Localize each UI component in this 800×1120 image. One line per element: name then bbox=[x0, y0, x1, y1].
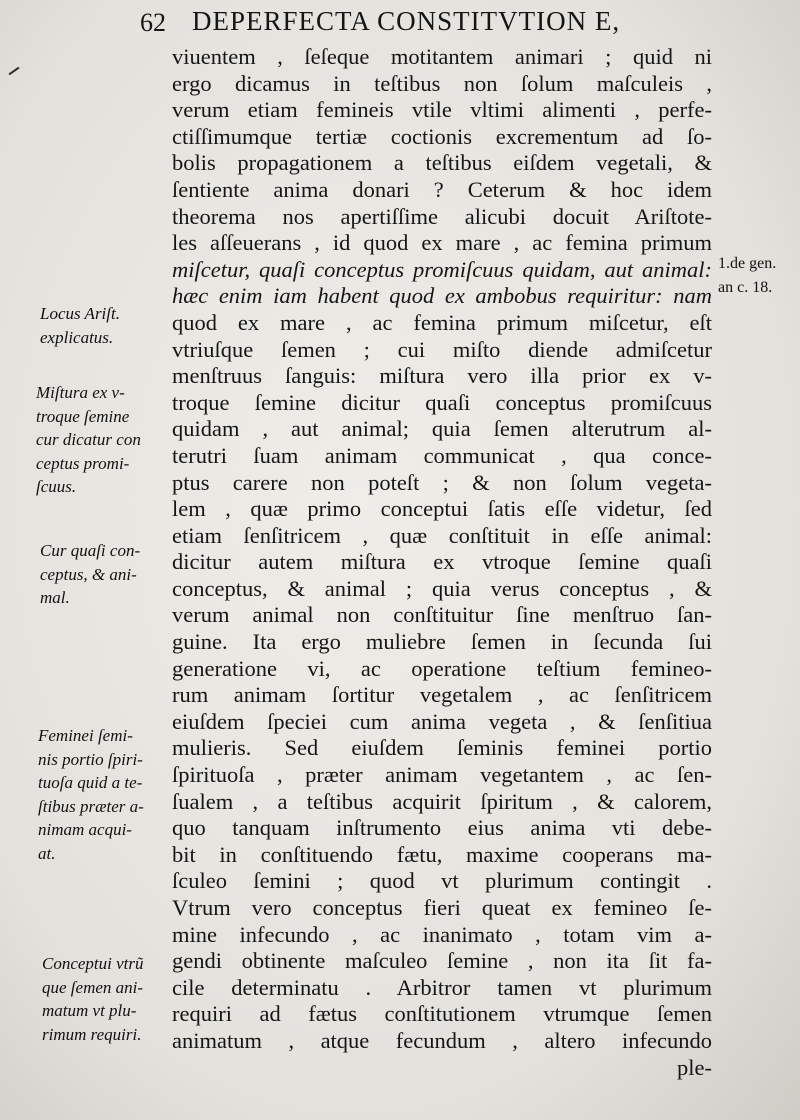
margin-note-cur bbox=[40, 539, 168, 610]
text-line: ptus carere non poteſt ; & non ſolum vegeta- bbox=[172, 469, 712, 495]
note-line: at. bbox=[38, 843, 56, 863]
note-line: an c. 18. bbox=[718, 279, 773, 296]
text-line: verum etiam femineis vtile vltimi alimenti , perfe- bbox=[172, 97, 712, 123]
text-line: troque ſemine dicitur quaſi conceptus promiſcuus bbox=[172, 389, 712, 415]
note-line: Miſtura ex v- bbox=[36, 383, 125, 402]
note-line: matum vt plu- bbox=[42, 1001, 137, 1020]
margin-note-locus bbox=[40, 302, 164, 349]
text-line: guine. Ita ergo muliebre ſemen in ſecunda ſui bbox=[172, 629, 712, 655]
note-line: que ſemen ani- bbox=[42, 977, 144, 997]
text-line: cile determinatu . Arbitror tamen vt plurimum bbox=[172, 974, 712, 1000]
text-line: ſentiente anima donari ? Ceterum & hoc idem bbox=[172, 176, 712, 202]
note-line: explicatus. bbox=[40, 327, 114, 347]
note-line: Locus Ariſt. bbox=[40, 304, 120, 323]
note-line: nimam acqui- bbox=[38, 820, 132, 839]
text-line: conceptus, & animal ; quia verus conceptus , & bbox=[172, 575, 712, 601]
margin-note-feminei bbox=[38, 724, 168, 865]
margin-note-conceptu bbox=[42, 952, 168, 1046]
note-line: ceptus, & ani- bbox=[40, 564, 137, 584]
text-line: viuentem , ſeſeque motitantem animari ; quid ni bbox=[172, 44, 712, 69]
running-title: DEPERFECTA CONSTITVTION E, bbox=[192, 6, 621, 36]
text-line: quidam , aut animal; quia ſemen alterutrum al- bbox=[172, 416, 712, 442]
text-line: Vtrum vero conceptus fieri queat ex femineo ſe- bbox=[172, 895, 712, 920]
text-line: ſualem , a teſtibus acquirit ſpiritum , & calorem, bbox=[172, 788, 712, 814]
text-line: vtriuſque ſemen ; cui miſto diende admiſcetur bbox=[172, 336, 712, 362]
text-line: theorema nos apertiſſime alicubi docuit Ariſtote- bbox=[172, 203, 712, 229]
text-line: eiuſdem ſpeciei cum anima vegeta , & ſenſitiua bbox=[172, 708, 712, 734]
text-line-quote: miſcetur, quaſi conceptus promiſcuus quidam, aut animal: bbox=[172, 256, 712, 282]
text-line: dicitur autem miſtura ex vtroque ſemine quaſi bbox=[172, 549, 712, 575]
text-line: quod ex mare , ac femina primum miſcetur, eſt bbox=[172, 309, 712, 335]
text-line: ergo dicamus in teſtibus non ſolum maſculeis , bbox=[172, 70, 712, 96]
text-line: les aſſeuerans , id quod ex mare , ac femina primum bbox=[172, 230, 712, 256]
text-line: generatione vi, ac operatione teſtium femineo- bbox=[172, 655, 712, 681]
main-text-block bbox=[172, 44, 712, 1081]
text-line: ctiſſimumque tertiæ coctionis excrementum ad ſo- bbox=[172, 123, 712, 149]
ink-mark bbox=[9, 67, 20, 76]
text-line: bit in conſtituendo fætu, maxime cooperans ma- bbox=[172, 841, 712, 867]
text-line: animatum , atque fecundum , altero infecundo bbox=[172, 1027, 712, 1053]
text-line: bolis propagationem a teſtibus eiſdem vegetali, & bbox=[172, 150, 712, 176]
text-line: menſtruus ſanguis: miſtura vero illa prior ex v- bbox=[172, 363, 712, 389]
note-line: rimum requiri. bbox=[42, 1024, 142, 1044]
text-line: rum animam ſortitur vegetalem , ac ſenſitricem bbox=[172, 682, 712, 708]
catchword: ple- bbox=[677, 1054, 712, 1080]
note-line: mal. bbox=[40, 588, 70, 607]
text-line: verum animal non conſtituitur ſine menſtruo ſan- bbox=[172, 602, 712, 628]
note-line: cur dicatur con bbox=[36, 430, 141, 449]
note-line: Cur quaſi con- bbox=[40, 541, 141, 560]
page-number: 62 bbox=[140, 8, 166, 37]
text-line: etiam ſenſitricem , quæ conſtituit in eſſe animal: bbox=[172, 522, 712, 548]
note-line: nis portio ſpiri- bbox=[38, 749, 143, 769]
note-line: ſtibus præter a- bbox=[38, 796, 144, 816]
text-line: mine infecundo , ac inanimato , totam vim a- bbox=[172, 921, 712, 947]
note-line: tuoſa quid a te- bbox=[38, 773, 143, 792]
text-line-quote: hæc enim iam habent quod ex ambobus requiritur: nam bbox=[172, 283, 712, 309]
note-line: ſcuus. bbox=[36, 477, 77, 496]
margin-note-mistura bbox=[36, 381, 166, 499]
note-line: 1.de gen. bbox=[718, 255, 777, 272]
margin-note-reference bbox=[718, 252, 796, 300]
text-line: gendi obtinente maſculeo ſemine , non ita ſit fa- bbox=[172, 948, 712, 974]
note-line: ceptus promi- bbox=[36, 453, 130, 473]
note-line: Feminei ſemi- bbox=[38, 726, 133, 745]
text-line: lem , quæ primo conceptui ſatis eſſe videtur, ſed bbox=[172, 496, 712, 522]
text-line: terutri ſuam animam communicat , qua conce- bbox=[172, 442, 712, 468]
text-line: mulieris. Sed eiuſdem ſeminis feminei portio bbox=[172, 735, 712, 761]
text-line: quo tanquam inſtrumento eius anima vti debe- bbox=[172, 815, 712, 841]
page-header bbox=[140, 6, 740, 42]
text-line: requiri ad fætus conſtitutionem vtrumque ſemen bbox=[172, 1001, 712, 1027]
text-line: ſculeo ſemini ; quod vt plurimum contingit . bbox=[172, 868, 712, 894]
text-line: ſpirituoſa , præter animam vegetantem , ac ſen- bbox=[172, 762, 712, 788]
note-line: Conceptui vtrũ bbox=[42, 954, 144, 973]
note-line: troque ſemine bbox=[36, 406, 130, 426]
